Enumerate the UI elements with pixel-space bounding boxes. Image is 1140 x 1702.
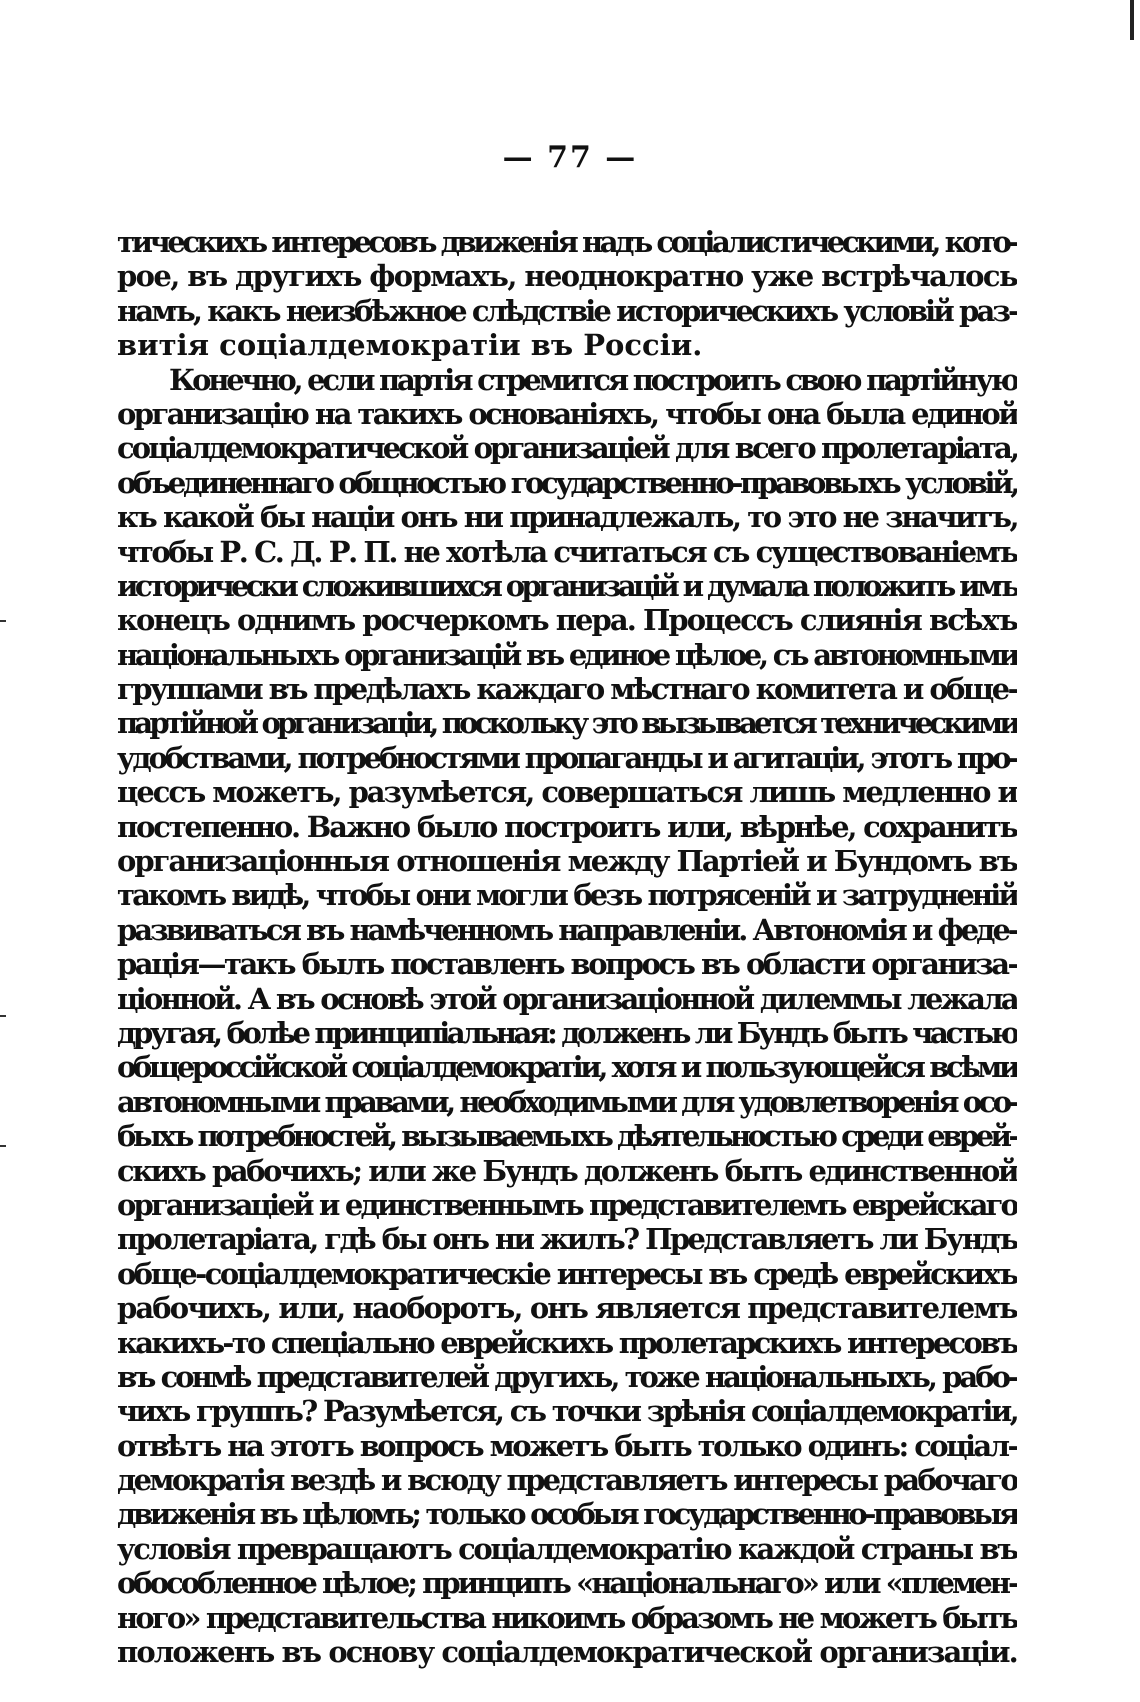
text-line: рація—такъ былъ поставленъ вопросъ въ области организа- — [117, 947, 1017, 982]
text-line: обще-соціалдемократическіе интересы въ средѣ еврейскихъ — [117, 1256, 1017, 1291]
text-line: партійной организаціи, поскольку это вызывается техническими — [117, 706, 1017, 741]
text-line: организаціей и единственнымъ представителемъ еврейскаго — [117, 1187, 1017, 1222]
text-line: отвѣтъ на этотъ вопросъ можетъ быть только одинъ: соціал- — [117, 1428, 1017, 1463]
text-line: тическихъ интересовъ движенія надъ соціалистическими, кото- — [117, 225, 1017, 259]
text-line: автономными правами, необходимыми для удовлетворенія осо- — [117, 1084, 1017, 1119]
text-line: пролетаріата, гдѣ бы онъ ни жилъ? Представляетъ ли Бундъ — [117, 1222, 1017, 1257]
scan-edge-mark — [1130, 0, 1134, 40]
text-line: рое, въ другихъ формахъ, неоднократно уже встрѣчалось — [117, 259, 1017, 294]
page-number: — 77 — — [502, 140, 638, 175]
text-line: удобствами, потребностями пропаганды и агитаціи, этотъ про- — [117, 740, 1017, 775]
text-line: объединеннаго общностью государственно-правовыхъ условій, — [117, 465, 1017, 500]
margin-tick — [0, 620, 6, 622]
text-line: чтобы Р. С. Д. Р. П. не хотѣла считаться съ существованіемъ — [117, 534, 1017, 569]
text-line: демократія вездѣ и всюду представляетъ интересы рабочаго — [117, 1463, 1017, 1498]
text-line: быхъ потребностей, вызываемыхъ дѣятельностью среди еврей- — [117, 1119, 1017, 1154]
margin-tick — [0, 1145, 6, 1147]
text-line: цессъ можетъ, разумѣется, совершаться лишь медленно и — [117, 775, 1017, 810]
text-line: какихъ-то спеціально еврейскихъ пролетарскихъ интересовъ — [117, 1325, 1017, 1360]
text-line: исторически сложившихся организацій и думала положить имъ — [117, 568, 1017, 603]
text-line: рабочихъ, или, наоборотъ, онъ является представителемъ — [117, 1291, 1017, 1326]
body-text — [117, 225, 1017, 1669]
text-line: чихъ группъ? Разумѣется, съ точки зрѣнія соціалдемократіи, — [117, 1394, 1017, 1429]
text-line: общероссійской соціалдемократіи, хотя и пользующейся всѣми — [117, 1050, 1017, 1085]
text-line: постепенно. Важно было построить или, вѣрнѣе, сохранить — [117, 809, 1017, 844]
text-line: группами въ предѣлахъ каждаго мѣстнаго комитета и обще- — [117, 672, 1017, 707]
text-line: организаціонныя отношенія между Партіей и Бундомъ въ — [117, 844, 1017, 879]
margin-tick — [0, 1015, 6, 1017]
text-line: движенія въ цѣломъ; только особыя государственно-правовыя — [117, 1497, 1017, 1532]
text-line: витія соціалдемократіи въ Россіи. — [117, 328, 703, 363]
text-line: такомъ видѣ, чтобы они могли безъ потрясеній и затрудненій — [117, 878, 1017, 913]
text-line: положенъ въ основу соціалдемократической организаціи. — [117, 1635, 1017, 1670]
text-line: обособленное цѣлое; принципъ «національнаго» или «племен- — [117, 1566, 1017, 1601]
text-line: ціонной. А въ основѣ этой организаціонной дилеммы лежала — [117, 981, 1017, 1016]
text-line: другая, болѣе принципіальная: долженъ ли Бундъ быть частью — [117, 1015, 1017, 1050]
text-line: развиваться въ намѣченномъ направленіи. Автономія и феде- — [117, 912, 1017, 947]
text-line: ного» представительства никоимъ образомъ не можетъ быть — [117, 1600, 1017, 1635]
text-line: условія превращаютъ соціалдемократію каждой страны въ — [117, 1531, 1017, 1566]
text-line: организацію на такихъ основаніяхъ, чтобы она была единой — [117, 396, 1017, 431]
text-line: къ какой бы націи онъ ни принадлежалъ, то это не значитъ, — [117, 500, 1017, 535]
text-line: конецъ однимъ росчеркомъ пера. Процессъ слиянія всѣхъ — [117, 603, 1017, 638]
text-line: намъ, какъ неизбѣжное слѣдствіе историческихъ условій раз- — [117, 293, 1017, 328]
text-line: въ сонмѣ представителей другихъ, тоже національныхъ, рабо- — [117, 1359, 1017, 1394]
text-line: Конечно, если партія стремится построить свою партійную — [169, 362, 1017, 397]
text-line: соціалдемократической организаціей для всего пролетаріата, — [117, 431, 1017, 466]
text-line: скихъ рабочихъ; или же Бундъ долженъ быть единственной — [117, 1153, 1017, 1188]
text-line: національныхъ организацій въ единое цѣлое, съ автономными — [117, 637, 1017, 672]
